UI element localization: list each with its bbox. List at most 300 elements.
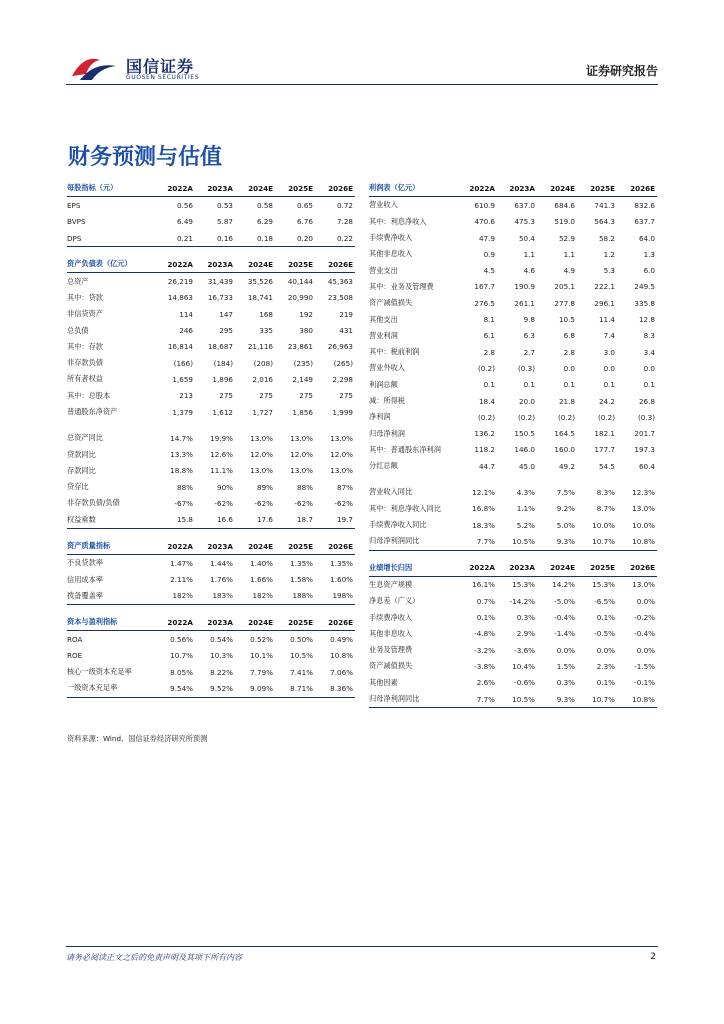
- table-row: [369, 593, 657, 609]
- financial-table: [67, 614, 355, 697]
- row-label: 总负债: [67, 325, 89, 335]
- cell-value: 5.0%: [556, 520, 575, 530]
- cell-value: 0.56: [176, 200, 193, 210]
- column-header: 2024E: [235, 256, 275, 273]
- row-label: 总资产同比: [67, 433, 103, 443]
- cell-value: 6.29: [256, 217, 273, 227]
- cell-value: 58.2: [598, 233, 615, 243]
- cell-value: -62%: [334, 498, 353, 508]
- cell-value: 0.0%: [636, 645, 655, 655]
- cell-value: 7.4: [603, 331, 615, 341]
- cell-value: 1.1: [523, 249, 535, 259]
- cell-value: 1.1%: [516, 504, 535, 514]
- cell-value: 1.76%: [210, 575, 233, 585]
- cell-value: 15.3%: [592, 580, 615, 590]
- cell-value: 16.8%: [472, 504, 495, 514]
- table-row: [369, 576, 657, 593]
- cell-value: (0.3): [517, 363, 535, 373]
- cell-value: 164.5: [554, 429, 575, 439]
- page-title: 财务预测与估值: [68, 145, 223, 170]
- cell-value: 277.8: [554, 298, 575, 308]
- cell-value: 0.0%: [556, 645, 575, 655]
- cell-value: 564.3: [594, 217, 615, 227]
- cell-value: 47.9: [478, 233, 495, 243]
- cell-value: 8.22%: [210, 667, 233, 677]
- row-label: 手续费净收入: [369, 612, 413, 622]
- cell-value: 88%: [177, 482, 193, 492]
- cell-value: 31,439: [207, 277, 233, 287]
- cell-value: 12.6%: [210, 450, 233, 460]
- cell-value: -1.5%: [634, 661, 655, 671]
- cell-value: 10.7%: [170, 651, 193, 661]
- cell-value: 1.58%: [290, 575, 313, 585]
- table-row: [369, 360, 657, 376]
- cell-value: (0.2): [557, 412, 575, 422]
- cell-value: 23,861: [287, 342, 313, 352]
- cell-value: 45.0: [518, 461, 535, 471]
- cell-value: 1.2: [603, 249, 615, 259]
- row-label: [369, 474, 457, 484]
- row-label: 非存款负债: [67, 358, 103, 368]
- cell-value: 1,727: [252, 407, 273, 417]
- cell-value: 0.1: [603, 380, 615, 390]
- table-row: [67, 322, 355, 338]
- cell-value: 19.9%: [210, 433, 233, 443]
- cell-value: 10.0%: [632, 520, 655, 530]
- cell-value: -0.5%: [594, 629, 615, 639]
- cell-value: -4.8%: [474, 629, 495, 639]
- cell-value: [577, 474, 617, 484]
- cell-value: [235, 420, 275, 430]
- cell-value: 832.6: [634, 200, 655, 210]
- cell-value: 18.3%: [472, 520, 495, 530]
- cell-value: 7.7%: [457, 533, 497, 550]
- cell-value: 6.76: [296, 217, 313, 227]
- row-label: 其中：利息净收入: [369, 216, 427, 226]
- column-header: 2022A: [155, 538, 195, 555]
- cell-value: -3.6%: [514, 645, 535, 655]
- table-row: [67, 512, 355, 529]
- column-header: 2026E: [315, 538, 355, 555]
- cell-value: -0.6%: [514, 678, 535, 688]
- disclaimer-text: 请务必阅读正文之后的免责声明及其项下所有内容: [66, 953, 242, 962]
- cell-value: 246: [179, 326, 193, 336]
- cell-value: 475.3: [514, 217, 535, 227]
- cell-value: 21,116: [247, 342, 273, 352]
- cell-value: 10.5%: [497, 691, 537, 708]
- cell-value: -62%: [254, 498, 273, 508]
- row-label: 权益乘数: [67, 512, 155, 529]
- cell-value: [315, 420, 355, 430]
- cell-value: 198%: [315, 588, 355, 605]
- cell-value: 470.6: [474, 217, 495, 227]
- header-divider: [66, 84, 658, 85]
- table-row: [67, 631, 355, 648]
- table-row: [67, 648, 355, 664]
- cell-value: 9.52%: [195, 680, 235, 697]
- cell-value: 1,856: [292, 407, 313, 417]
- column-header: 2026E: [617, 180, 657, 197]
- cell-value: 261.1: [514, 298, 535, 308]
- cell-value: [275, 420, 315, 430]
- cell-value: 519.0: [554, 217, 575, 227]
- table-row: [67, 290, 355, 306]
- table-row: [369, 425, 657, 441]
- row-label: 净息差（广义）: [369, 596, 420, 606]
- cell-value: -3.8%: [474, 661, 495, 671]
- cell-value: 19.7: [315, 512, 355, 529]
- cell-value: 9.3%: [537, 691, 577, 708]
- column-header: 2022A: [155, 256, 195, 273]
- cell-value: 335.8: [634, 298, 655, 308]
- cell-value: 3.0: [603, 347, 615, 357]
- cell-value: -0.1%: [634, 678, 655, 688]
- cell-value: 13.0%: [250, 466, 273, 476]
- cell-value: 275: [339, 391, 353, 401]
- table-row: [67, 588, 355, 605]
- row-label: ROA: [67, 635, 83, 645]
- cell-value: 147: [219, 309, 233, 319]
- table-row: [67, 479, 355, 495]
- cell-value: 2,016: [252, 374, 273, 384]
- financial-table: [369, 560, 657, 709]
- cell-value: 14.7%: [170, 433, 193, 443]
- row-label: 营业利润: [369, 330, 398, 340]
- column-header: 2025E: [275, 614, 315, 631]
- cell-value: 182%: [235, 588, 275, 605]
- row-label: DPS: [67, 230, 155, 247]
- cell-value: 13.0%: [330, 433, 353, 443]
- table-row: [67, 664, 355, 680]
- cell-value: 0.58: [256, 200, 273, 210]
- row-label: 其他支出: [369, 314, 398, 324]
- cell-value: 6.49: [176, 217, 193, 227]
- cell-value: 0.72: [336, 200, 353, 210]
- cell-value: 4.6: [523, 266, 535, 276]
- cell-value: 8.1: [483, 315, 495, 325]
- cell-value: 26,219: [167, 277, 193, 287]
- table-title: 每股指标（元）: [67, 180, 155, 197]
- cell-value: 0.0: [643, 363, 655, 373]
- table-row: [369, 609, 657, 625]
- row-label: 资产减值损失: [369, 661, 413, 671]
- cell-value: 5.3: [603, 266, 615, 276]
- row-label: 营业支出: [369, 265, 398, 275]
- cell-value: 741.3: [594, 200, 615, 210]
- column-header: 2024E: [235, 538, 275, 555]
- table-row: [67, 404, 355, 420]
- row-label: 营业外收入: [369, 363, 405, 373]
- financial-table: [67, 538, 355, 605]
- row-label: 其中：普通股东净利润: [369, 444, 441, 454]
- cell-value: 5.2%: [516, 520, 535, 530]
- cell-value: 12.1%: [472, 487, 495, 497]
- row-label: 业务及管理费: [369, 645, 413, 655]
- table-row: [369, 458, 657, 474]
- table-row: [369, 442, 657, 458]
- row-label: 其中：存款: [67, 341, 103, 351]
- cell-value: 190.9: [514, 282, 535, 292]
- cell-value: 10.0%: [592, 520, 615, 530]
- cell-value: 9.2%: [556, 504, 575, 514]
- cell-value: 26.8: [638, 396, 655, 406]
- cell-value: 14.2%: [552, 580, 575, 590]
- data-source-note: 资料来源：Wind、国信证券经济研究所预测: [67, 734, 208, 743]
- cell-value: (0.3): [637, 412, 655, 422]
- cell-value: (0.2): [517, 412, 535, 422]
- cell-value: 2,149: [292, 374, 313, 384]
- cell-value: 1.35%: [330, 558, 353, 568]
- cell-value: 296.1: [594, 298, 615, 308]
- cell-value: 1.3: [643, 249, 655, 259]
- cell-value: 205.1: [554, 282, 575, 292]
- cell-value: 0.0: [563, 363, 575, 373]
- page-number: 2: [650, 952, 656, 962]
- cell-value: 2.7: [523, 347, 535, 357]
- cell-value: 60.4: [638, 461, 655, 471]
- cell-value: 1.66%: [250, 575, 273, 585]
- row-label: 不良贷款率: [67, 558, 103, 568]
- column-header: 2022A: [155, 180, 195, 197]
- cell-value: 295: [219, 326, 233, 336]
- cell-value: -67%: [174, 498, 193, 508]
- table-row: [67, 230, 355, 247]
- cell-value: 0.49%: [330, 635, 353, 645]
- cell-value: 1.60%: [330, 575, 353, 585]
- cell-value: 0.7%: [476, 596, 495, 606]
- table-title: 资产质量指标: [67, 538, 155, 555]
- report-type: 证券研究报告: [585, 64, 658, 78]
- row-label: EPS: [67, 200, 81, 210]
- cell-value: 10.7%: [577, 691, 617, 708]
- cell-value: 1.5%: [556, 661, 575, 671]
- cell-value: -5.0%: [554, 596, 575, 606]
- row-label: 拨备覆盖率: [67, 588, 155, 605]
- table-row: [67, 680, 355, 697]
- row-label: 非信贷资产: [67, 309, 103, 319]
- cell-value: 0.0: [603, 363, 615, 373]
- table-row: [67, 420, 355, 430]
- cell-value: 6.0: [643, 266, 655, 276]
- row-label: 生息资产规模: [369, 579, 413, 589]
- cell-value: -62%: [294, 498, 313, 508]
- cell-value: 13.0%: [632, 504, 655, 514]
- guosen-logo-icon: [70, 52, 118, 82]
- table-row: [369, 230, 657, 246]
- cell-value: 3.4: [643, 347, 655, 357]
- cell-value: 87%: [337, 482, 353, 492]
- table-row: [369, 675, 657, 691]
- cell-value: 0.0%: [636, 596, 655, 606]
- column-header: 2024E: [537, 180, 577, 197]
- table-title: 业绩增长归因: [369, 560, 457, 577]
- row-label: 一级资本充足率: [67, 680, 155, 697]
- cell-value: 10.3%: [210, 651, 233, 661]
- column-header: 2023A: [497, 180, 537, 197]
- cell-value: 35,526: [247, 277, 273, 287]
- row-label: 贷存比: [67, 482, 89, 492]
- cell-value: 8.71%: [275, 680, 315, 697]
- cell-value: 6.1: [483, 331, 495, 341]
- table-row: [67, 339, 355, 355]
- table-row: [369, 517, 657, 533]
- cell-value: 2.3%: [596, 661, 615, 671]
- column-header: 2024E: [235, 180, 275, 197]
- cell-value: 50.4: [518, 233, 535, 243]
- brand-name-en: GUOSEN SECURITIES: [126, 74, 200, 81]
- cell-value: 4.5: [483, 266, 495, 276]
- cell-value: 0.16: [195, 230, 235, 247]
- left-column: [67, 180, 355, 707]
- cell-value: 52.9: [558, 233, 575, 243]
- cell-value: 7.28: [336, 217, 353, 227]
- cell-value: 335: [259, 326, 273, 336]
- cell-value: 188%: [275, 588, 315, 605]
- cell-value: 0.53: [216, 200, 233, 210]
- row-label: 所有者权益: [67, 374, 103, 384]
- table-row: [67, 355, 355, 371]
- table-row: [369, 246, 657, 262]
- financial-table: [67, 256, 355, 529]
- row-label: 其中：业务及管理费: [369, 281, 434, 291]
- row-label: 其他非息收入: [369, 628, 413, 638]
- cell-value: [457, 474, 497, 484]
- cell-value: 213: [179, 391, 193, 401]
- cell-value: 0.65: [296, 200, 313, 210]
- row-label: 贷款同比: [67, 449, 96, 459]
- cell-value: 4.3%: [516, 487, 535, 497]
- cell-value: 8.7%: [596, 504, 615, 514]
- cell-value: 24.2: [598, 396, 615, 406]
- cell-value: 40,144: [287, 277, 313, 287]
- cell-value: 13.0%: [290, 466, 313, 476]
- cell-value: 18,687: [207, 342, 233, 352]
- cell-value: 44.7: [478, 461, 495, 471]
- cell-value: (0.2): [477, 412, 495, 422]
- table-row: [67, 197, 355, 214]
- table-title: 资本与盈利指标: [67, 614, 155, 631]
- cell-value: 9.8: [523, 315, 535, 325]
- cell-value: -14.2%: [509, 596, 535, 606]
- cell-value: 2.9%: [516, 629, 535, 639]
- row-label: 非存款负债/负债: [67, 498, 120, 508]
- row-label: 手续费净收入同比: [369, 520, 427, 530]
- cell-value: 16,733: [207, 293, 233, 303]
- cell-value: 0.1%: [476, 613, 495, 623]
- table-row: [369, 501, 657, 517]
- cell-value: 1,999: [332, 407, 353, 417]
- cell-value: (265): [333, 358, 353, 368]
- table-row: [67, 273, 355, 290]
- table-row: [369, 311, 657, 327]
- cell-value: 7.7%: [457, 691, 497, 708]
- cell-value: 26,963: [327, 342, 353, 352]
- table-row: [369, 642, 657, 658]
- cell-value: 20.0: [518, 396, 535, 406]
- cell-value: 20,990: [287, 293, 313, 303]
- row-label: 营业收入: [369, 200, 398, 210]
- table-row: [369, 533, 657, 550]
- cell-value: (235): [293, 358, 313, 368]
- cell-value: 12.0%: [250, 450, 273, 460]
- cell-value: [537, 474, 577, 484]
- row-label: 其他因素: [369, 677, 398, 687]
- cell-value: 16,814: [167, 342, 193, 352]
- cell-value: 45,363: [327, 277, 353, 287]
- table-row: [369, 344, 657, 360]
- cell-value: 0.22: [315, 230, 355, 247]
- row-label: 其中：税前利润: [369, 347, 420, 357]
- row-label: 总资产: [67, 276, 89, 286]
- cell-value: 0.1: [483, 380, 495, 390]
- cell-value: 249.5: [634, 282, 655, 292]
- table-row: [67, 572, 355, 588]
- cell-value: 1.47%: [170, 558, 193, 568]
- cell-value: 160.0: [554, 445, 575, 455]
- row-label: 其中：贷款: [67, 292, 103, 302]
- cell-value: 12.3%: [632, 487, 655, 497]
- cell-value: 380: [299, 326, 313, 336]
- table-row: [369, 295, 657, 311]
- cell-value: (184): [213, 358, 233, 368]
- cell-value: 13.0%: [250, 433, 273, 443]
- cell-value: 90%: [217, 482, 233, 492]
- row-label: 利润总额: [369, 379, 398, 389]
- cell-value: 275: [259, 391, 273, 401]
- cell-value: -0.4%: [634, 629, 655, 639]
- cell-value: 12.0%: [290, 450, 313, 460]
- cell-value: 11.4: [598, 315, 615, 325]
- column-header: 2025E: [275, 256, 315, 273]
- cell-value: 1,659: [172, 374, 193, 384]
- cell-value: 136.2: [474, 429, 495, 439]
- cell-value: 14,863: [167, 293, 193, 303]
- cell-value: 219: [339, 309, 353, 319]
- cell-value: 114: [179, 309, 193, 319]
- cell-value: 1.1: [563, 249, 575, 259]
- cell-value: 18.8%: [170, 466, 193, 476]
- row-label: 营业收入同比: [369, 487, 413, 497]
- cell-value: 9.54%: [155, 680, 195, 697]
- column-header: 2025E: [577, 560, 617, 577]
- row-label: 其他非息收入: [369, 249, 413, 259]
- column-header: 2023A: [195, 256, 235, 273]
- table-row: [369, 279, 657, 295]
- cell-value: 1,896: [212, 374, 233, 384]
- cell-value: 2.8: [483, 347, 495, 357]
- cell-value: 1.44%: [210, 558, 233, 568]
- table-row: [369, 691, 657, 708]
- column-header: 2022A: [155, 614, 195, 631]
- cell-value: 10.1%: [250, 651, 273, 661]
- financial-table: [369, 180, 657, 551]
- cell-value: 6.8: [563, 331, 575, 341]
- cell-value: 12.8: [638, 315, 655, 325]
- table-row: [369, 377, 657, 393]
- table-row: [67, 306, 355, 322]
- cell-value: 0.1%: [596, 613, 615, 623]
- cell-value: 0.20: [275, 230, 315, 247]
- cell-value: 2,298: [332, 374, 353, 384]
- cell-value: 7.79%: [250, 667, 273, 677]
- cell-value: -1.4%: [554, 629, 575, 639]
- row-label: 其中：利息净收入同比: [369, 503, 441, 513]
- column-header: 2022A: [457, 180, 497, 197]
- brand-name: 国信证券: [126, 57, 195, 76]
- cell-value: 197.3: [634, 445, 655, 455]
- cell-value: 182.1: [594, 429, 615, 439]
- column-header: 2022A: [457, 560, 497, 577]
